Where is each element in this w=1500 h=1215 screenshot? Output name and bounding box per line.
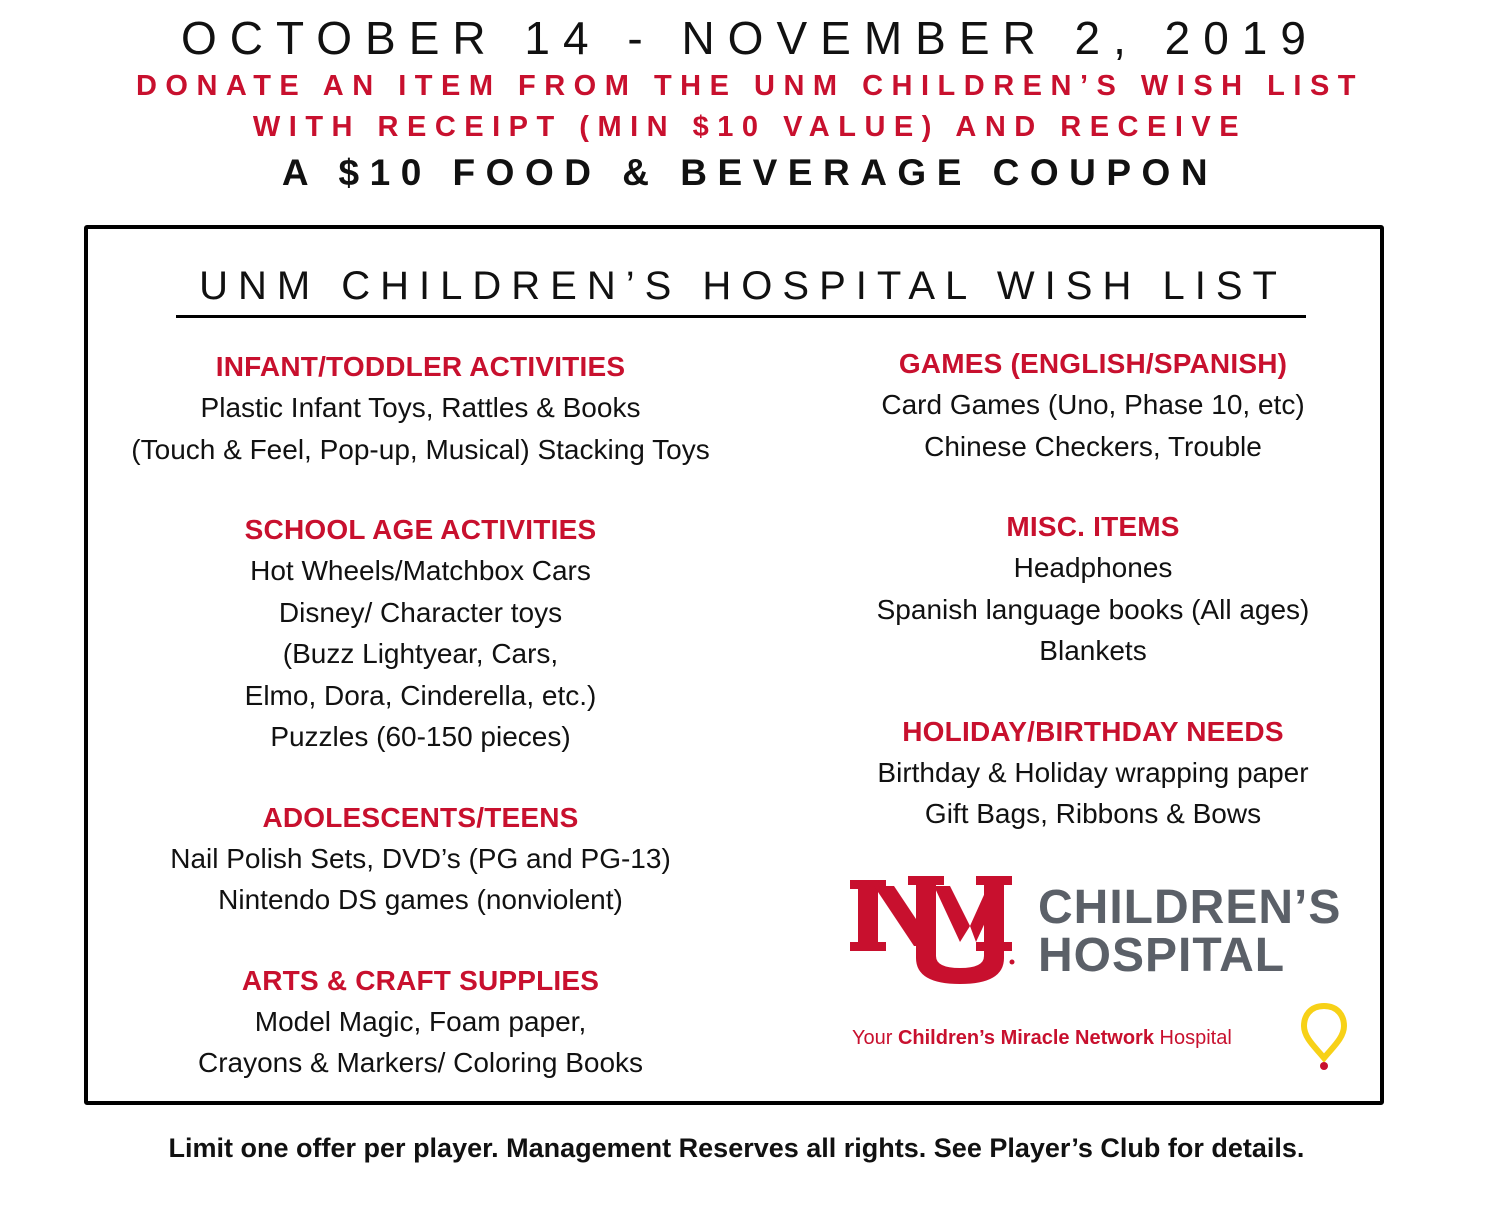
list-item: Disney/ Character toys: [278, 596, 563, 628]
logo-wordmark: [1038, 881, 1342, 982]
section-heading: ADOLESCENTS/TEENS: [262, 801, 579, 833]
logo-name-line-2: HOSPITAL: [1038, 929, 1286, 982]
section-misc-items: [748, 507, 1438, 672]
section-arts-crafts: [88, 961, 753, 1084]
title-divider: [176, 315, 1306, 318]
promo-line-2: WITH RECEIPT (MIN $10 VALUE) AND RECEIVE: [252, 111, 1248, 143]
section-heading: MISC. ITEMS: [1006, 511, 1180, 542]
list-item: (Touch & Feel, Pop-up, Musical) Stacking Toys: [131, 433, 710, 465]
section-infant-toddler: [88, 347, 753, 470]
wishlist-title: UNM CHILDREN’S HOSPITAL WISH LIST: [199, 264, 1287, 308]
list-item: Nintendo DS games (nonviolent): [218, 884, 623, 915]
cmn-balloon-icon: [1300, 1002, 1348, 1072]
section-heading: SCHOOL AGE ACTIVITIES: [244, 514, 597, 545]
cmn-tagline-pre: Your: [852, 1027, 898, 1049]
section-heading: ARTS & CRAFT SUPPLIES: [241, 964, 600, 996]
list-item: Puzzles (60-150 pieces): [270, 721, 571, 752]
promo-line-1: DONATE AN ITEM FROM THE UNM CHILDREN’S WISH LIST: [135, 70, 1364, 102]
section-games: [748, 344, 1438, 467]
cmn-tagline-post: Hospital: [1153, 1027, 1232, 1049]
list-item: Blankets: [1039, 635, 1147, 666]
coupon-offer: A $10 FOOD & BEVERAGE COUPON: [281, 152, 1219, 193]
wishlist-box: [84, 225, 1384, 1105]
promo-dates: OCTOBER 14 - NOVEMBER 2, 2019: [181, 12, 1319, 64]
list-item: Card Games (Uno, Phase 10, etc): [881, 389, 1305, 420]
logo-name-line-1: CHILDREN’S: [1038, 881, 1342, 934]
list-item: Plastic Infant Toys, Rattles & Books: [200, 392, 641, 423]
list-item: Elmo, Dora, Cinderella, etc.): [244, 679, 597, 711]
list-item: Birthday & Holiday wrapping paper: [877, 756, 1309, 788]
list-item: (Buzz Lightyear, Cars,: [282, 638, 559, 669]
list-item: Gift Bags, Ribbons & Bows: [924, 798, 1262, 829]
section-adolescents-teens: [88, 798, 753, 921]
list-item: Model Magic, Foam paper,: [254, 1005, 587, 1037]
cmn-tagline-bold: Children’s Miracle Network: [897, 1027, 1154, 1049]
list-item: Headphones: [1013, 552, 1173, 583]
offer-disclaimer: Limit one offer per player. Management Reserves all rights. See Player’s Club for details.: [168, 1133, 1305, 1163]
unm-mark-icon: [850, 876, 1020, 986]
section-heading: HOLIDAY/BIRTHDAY NEEDS: [902, 715, 1284, 747]
list-item: Hot Wheels/Matchbox Cars: [250, 555, 591, 586]
section-heading: INFANT/TODDLER ACTIVITIES: [215, 351, 626, 382]
unm-childrens-hospital-logo: [850, 876, 1370, 1091]
section-holiday-birthday: [748, 712, 1438, 835]
list-item: Nail Polish Sets, DVD’s (PG and PG-13): [170, 842, 671, 874]
section-school-age: [88, 510, 753, 758]
wishlist-right-column: [748, 344, 1438, 875]
wishlist-left-column: [88, 347, 753, 1124]
list-item: Crayons & Markers/ Coloring Books: [197, 1047, 644, 1078]
list-item: Spanish language books (All ages): [876, 593, 1310, 625]
cmn-tagline: [852, 1026, 1232, 1050]
section-heading: GAMES (ENGLISH/SPANISH): [898, 348, 1288, 379]
list-item: Chinese Checkers, Trouble: [924, 430, 1262, 462]
